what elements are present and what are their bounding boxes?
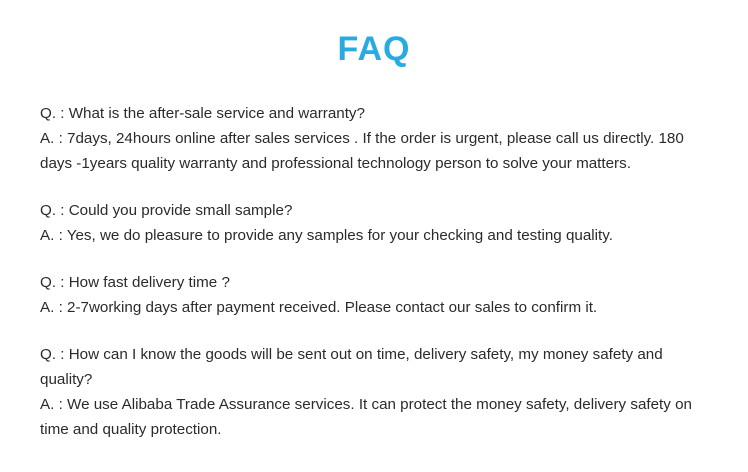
faq-question: Q. : What is the after-sale service and warranty? bbox=[40, 105, 365, 122]
faq-answer: A. : We use Alibaba Trade Assurance services. It can protect the money safety, delivery safety on time and quality protection. bbox=[40, 396, 692, 438]
faq-answer: A. : 7days, 24hours online after sales services . If the order is urgent, please call us directly. 180 days -1years quality warranty and professional technology person to solve your matters. bbox=[40, 130, 684, 172]
faq-item bbox=[40, 101, 708, 176]
page-title: FAQ bbox=[337, 30, 411, 68]
faq-list bbox=[40, 101, 708, 442]
faq-item bbox=[40, 270, 708, 320]
faq-item bbox=[40, 342, 708, 442]
faq-question: Q. : Could you provide small sample? bbox=[40, 202, 293, 219]
faq-question: Q. : How can I know the goods will be sent out on time, delivery safety, my money safety and quality? bbox=[40, 346, 663, 388]
faq-item bbox=[40, 198, 708, 248]
faq-answer: A. : Yes, we do pleasure to provide any samples for your checking and testing quality. bbox=[40, 227, 613, 244]
faq-question: Q. : How fast delivery time ? bbox=[40, 274, 230, 291]
faq-answer: A. : 2-7working days after payment received. Please contact our sales to confirm it. bbox=[40, 299, 598, 316]
